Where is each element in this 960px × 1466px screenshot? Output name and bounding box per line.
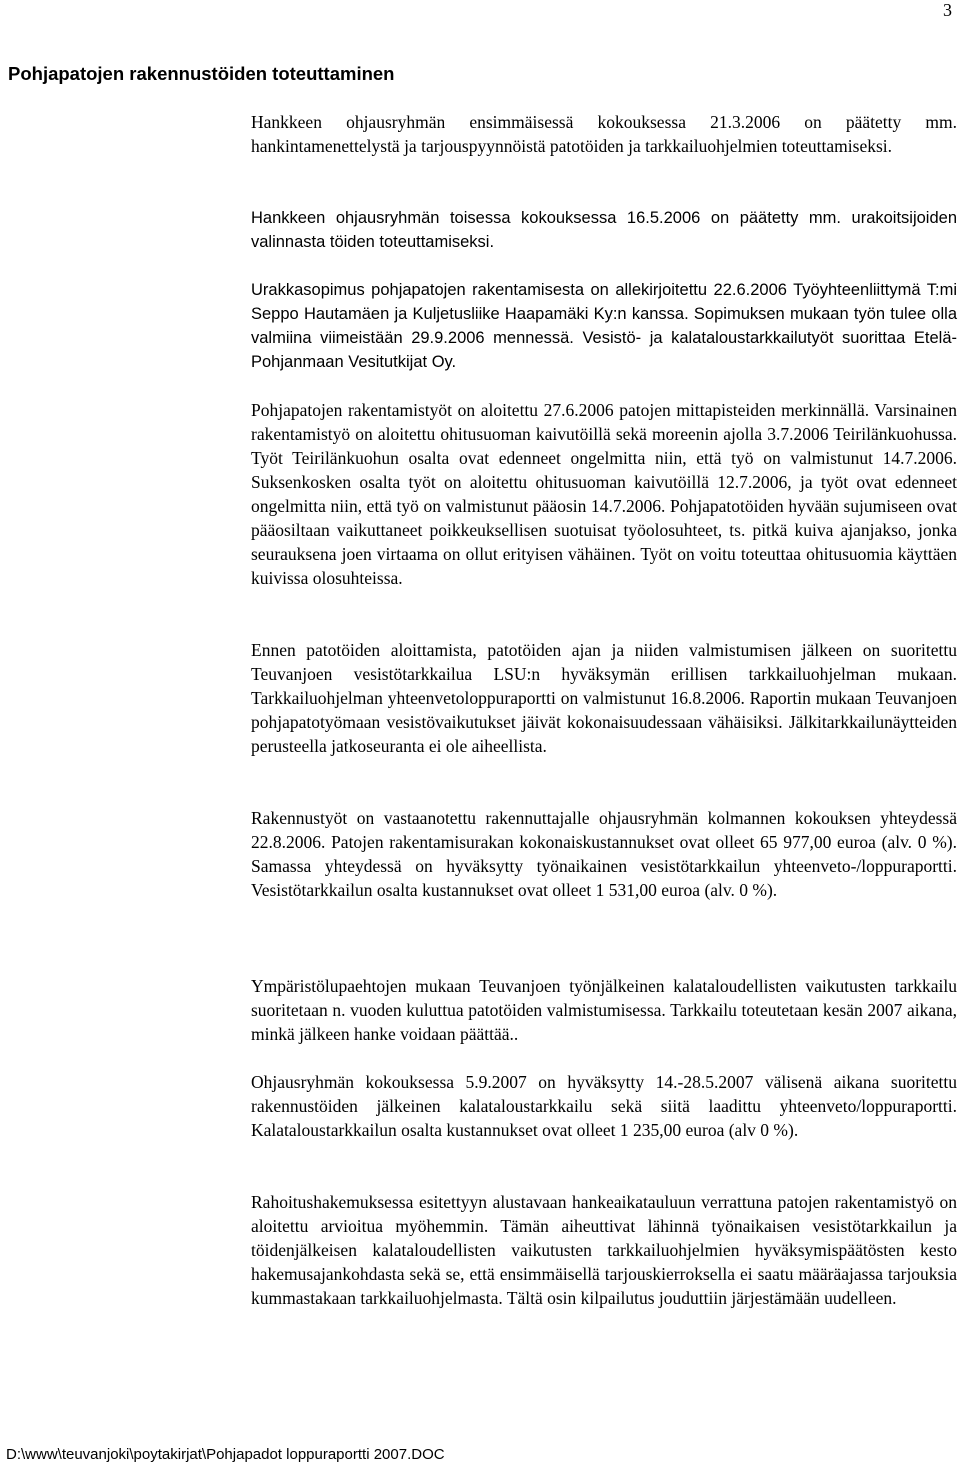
paragraph-fishery-monitoring: Ympäristölupaehtojen mukaan Teuvanjoen työnjälkeinen kalataloudellisten vaikutusten tarkkailu suoritetaan n. vuoden kuluttua patotöiden valmistumisessa. Tarkkailu toteutetaan kesän 2007 aikana, minkä jälkeen hanke voidaan päättää.. [251,976,957,1044]
paragraph-water-monitoring: Ennen patotöiden aloittamista, patotöiden ajan ja niiden valmistumisen jälkeen on suoritettu Teuvanjoen vesistötarkkailua LSU:n hyväksymän erillisen tarkkailuohjelman mukaan. Tarkkailuohjelman yhteenvetoloppuraportti on valmistunut 16.8.2006. Raportin mukaan Teuvanjoen pohjapatotyömaan vesistövaikutukset jäivät kokonaisuudessaan vähäisiksi. Jälkitarkkailunäytteiden perusteella jatkoseuranta ei ole aiheellista. [251,640,957,756]
paragraph-construction-progress: Pohjapatojen rakentamistyöt on aloitettu 27.6.2006 patojen mittapisteiden merkinnällä. Varsinainen rakentamistyö on aloitettu ohitusuoman kaivutöillä sekä moreenin ajolla 3.7.2006 Teirilänkuohussa. Työt Teirilänkuohun osalta ovat edenneet ongelmitta niin, että työ on valmistunut 14.7.2006. Suksenkosken osalta työt on aloitettu ohitusuoman kaivutöillä 12.7.2006, ja työt ovat edenneet ongelmitta niin, että työ on valmistunut pääosin 14.7.2006. Pohjapatotöiden hyvään sujumiseen ovat pääosiltaan vaikuttaneet poikkeuksellisen suotuisat työolosuhteet, ts. pitkä kuiva ajanjakso, jonka seurauksena joen virtaama on ollut erityisen vähäinen. Työt on voitu toteuttaa ohitusuomia käyttäen kuivissa olosuhteissa. [251,400,957,588]
paragraph-steering-group-second-meeting: Hankkeen ohjausryhmän toisessa kokouksessa 16.5.2006 on päätetty mm. urakoitsijoiden valinnasta töiden toteuttamiseksi. [251,209,957,251]
document-body [251,110,957,1334]
paragraph-steering-group-first-meeting: Hankkeen ohjausryhmän ensimmäisessä kokouksessa 21.3.2006 on päätetty mm. hankintamenettelystä ja tarjouspyynnöistä patotöiden ja tarkkailuohjelmien toteuttamiseksi. [251,112,957,156]
footer-file-path: D:\www\teuvanjoki\poytakirjat\Pohjapadot loppuraportti 2007.DOC [6,1446,445,1463]
page-number: 3 [943,0,952,20]
paragraph-final-report: Ohjausryhmän kokouksessa 5.9.2007 on hyväksytty 14.-28.5.2007 välisenä aikana suoritettu rakennustöiden jälkeinen kalataloustarkkailu sekä siitä laadittu yhteenveto/loppuraportti. Kalataloustarkkailun osalta kustannukset ovat olleet 1 235,00 euroa (alv 0 %). [251,1072,957,1140]
paragraph-contract: Urakkasopimus pohjapatojen rakentamisesta on allekirjoitettu 22.6.2006 Työyhteenliittymä T:mi Seppo Hautamäen ja Kuljetusliike Haapamäki Ky:n kanssa. Sopimuksen mukaan työn tulee olla valmiina viimeistään 29.9.2006 mennessä. Vesistö- ja kalataloustarkkailutyöt suorittaa Etelä-Pohjanmaan Vesitutkijat Oy. [251,281,957,371]
section-title: Pohjapatojen rakennustöiden toteuttaminen [8,63,395,84]
paragraph-schedule-delay: Rahoitushakemuksessa esitettyyn alustavaan hankeaikatauluun verrattuna patojen rakentamistyö on aloitettu arvioitua myöhemmin. Tämän aiheuttivat lähinnä työnaikaisen vesistötarkkailun ja töidenjälkeisen kalataloudellisten vaikutusten tarkkailuohjelmien hyväksymispäätösten kesto hakemusajankohdasta sekä se, että ensimmäisellä tarjouskierroksella ei saatu määräajassa tarjouksia kummastakaan tarkkailuohjelmasta. Tältä osin kilpailutus jouduttiin järjestämään uudelleen. [251,1192,957,1308]
paragraph-acceptance-costs: Rakennustyöt on vastaanotettu rakennuttajalle ohjausryhmän kolmannen kokouksen yhteydessä 22.8.2006. Patojen rakentamisurakan kokonaiskustannukset ovat olleet 65 977,00 euroa (alv. 0 %). Samassa yhteydessä on hyväksytty työnaikainen vesistötarkkailun yhteenveto-/loppuraportti. Vesistötarkkailun osalta kustannukset ovat olleet 1 531,00 euroa (alv. 0 %). [251,808,957,900]
